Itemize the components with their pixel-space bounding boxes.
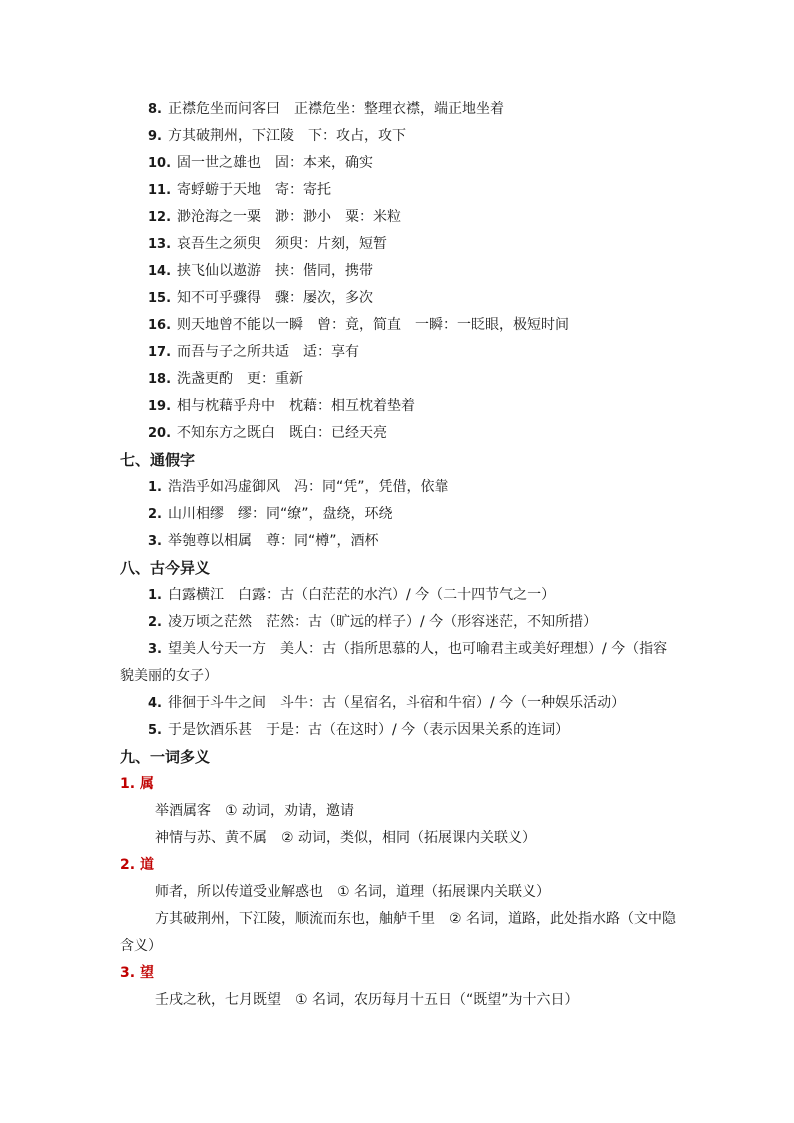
section-heading-yici-duoyi: 九、一词多义 xyxy=(120,748,211,766)
word-sense-continuation: 含义） xyxy=(120,938,162,954)
list-item-continuation: 貌美丽的女子） xyxy=(120,668,218,684)
list-item: 1. 浩浩乎如冯虚御风 冯：同“凭”，凭借，依靠 xyxy=(148,479,449,495)
list-item: 2. 凌万顷之茫然 茫然：古（旷远的样子）/ 今（形容迷茫，不知所措） xyxy=(148,614,598,630)
section-heading-gujin-yiyi: 八、古今异义 xyxy=(120,559,211,577)
list-item: 3. 举匏尊以相属 尊：同“樽”，酒杯 xyxy=(148,533,379,549)
list-item: 18. 洗盏更酌 更：重新 xyxy=(148,371,304,387)
word-sense: 师者，所以传道受业解惑也 ① 名词，道理（拓展课内关联义） xyxy=(155,884,550,900)
list-item: 19. 相与枕藉乎舟中 枕藉：相互枕着垫着 xyxy=(148,398,416,414)
list-item: 11. 寄蜉蝣于天地 寄：寄托 xyxy=(148,182,332,198)
list-item: 14. 挟飞仙以遨游 挟：偕同，携带 xyxy=(148,263,374,279)
word-sense: 举酒属客 ① 动词，劝请，邀请 xyxy=(155,803,355,819)
list-item: 9. 方其破荆州，下江陵 下：攻占，攻下 xyxy=(148,128,406,144)
list-item: 10. 固一世之雄也 固：本来，确实 xyxy=(148,155,374,171)
list-item: 8. 正襟危坐而问客曰 正襟危坐：整理衣襟，端正地坐着 xyxy=(148,101,504,117)
list-item: 17. 而吾与子之所共适 适：享有 xyxy=(148,344,360,360)
list-item: 16. 则天地曾不能以一瞬 曾：竟，简直 一瞬：一眨眼，极短时间 xyxy=(148,317,570,333)
word-heading: 2. 道 xyxy=(120,857,154,873)
list-item: 3. 望美人兮天一方 美人：古（指所思慕的人，也可喻君主或美好理想）/ 今（指容 xyxy=(148,641,668,657)
list-item: 1. 白露横江 白露：古（白茫茫的水汽）/ 今（二十四节气之一） xyxy=(148,587,556,603)
list-item: 20. 不知东方之既白 既白：已经天亮 xyxy=(148,425,388,441)
list-item: 5. 于是饮酒乐甚 于是：古（在这时）/ 今（表示因果关系的连词） xyxy=(148,722,570,738)
word-sense: 壬戌之秋，七月既望 ① 名词，农历每月十五日（“既望”为十六日） xyxy=(155,992,579,1008)
section-heading-tongjiazi: 七、通假字 xyxy=(120,451,196,469)
list-item: 13. 哀吾生之须臾 须臾：片刻，短暂 xyxy=(148,236,388,252)
word-heading: 1. 属 xyxy=(120,776,154,792)
list-item: 2. 山川相缪 缪：同“缭”，盘绕，环绕 xyxy=(148,506,393,522)
word-sense: 方其破荆州，下江陵，顺流而东也，舳舻千里 ② 名词，道路，此处指水路（文中隐 xyxy=(155,911,676,927)
word-heading: 3. 望 xyxy=(120,965,154,981)
list-item: 12. 渺沧海之一粟 渺：渺小 粟：米粒 xyxy=(148,209,402,225)
word-sense: 神情与苏、黄不属 ② 动词，类似，相同（拓展课内关联义） xyxy=(155,830,536,846)
list-item: 4. 徘徊于斗牛之间 斗牛：古（星宿名，斗宿和牛宿）/ 今（一种娱乐活动） xyxy=(148,695,626,711)
list-item: 15. 知不可乎骤得 骤：屡次，多次 xyxy=(148,290,374,306)
